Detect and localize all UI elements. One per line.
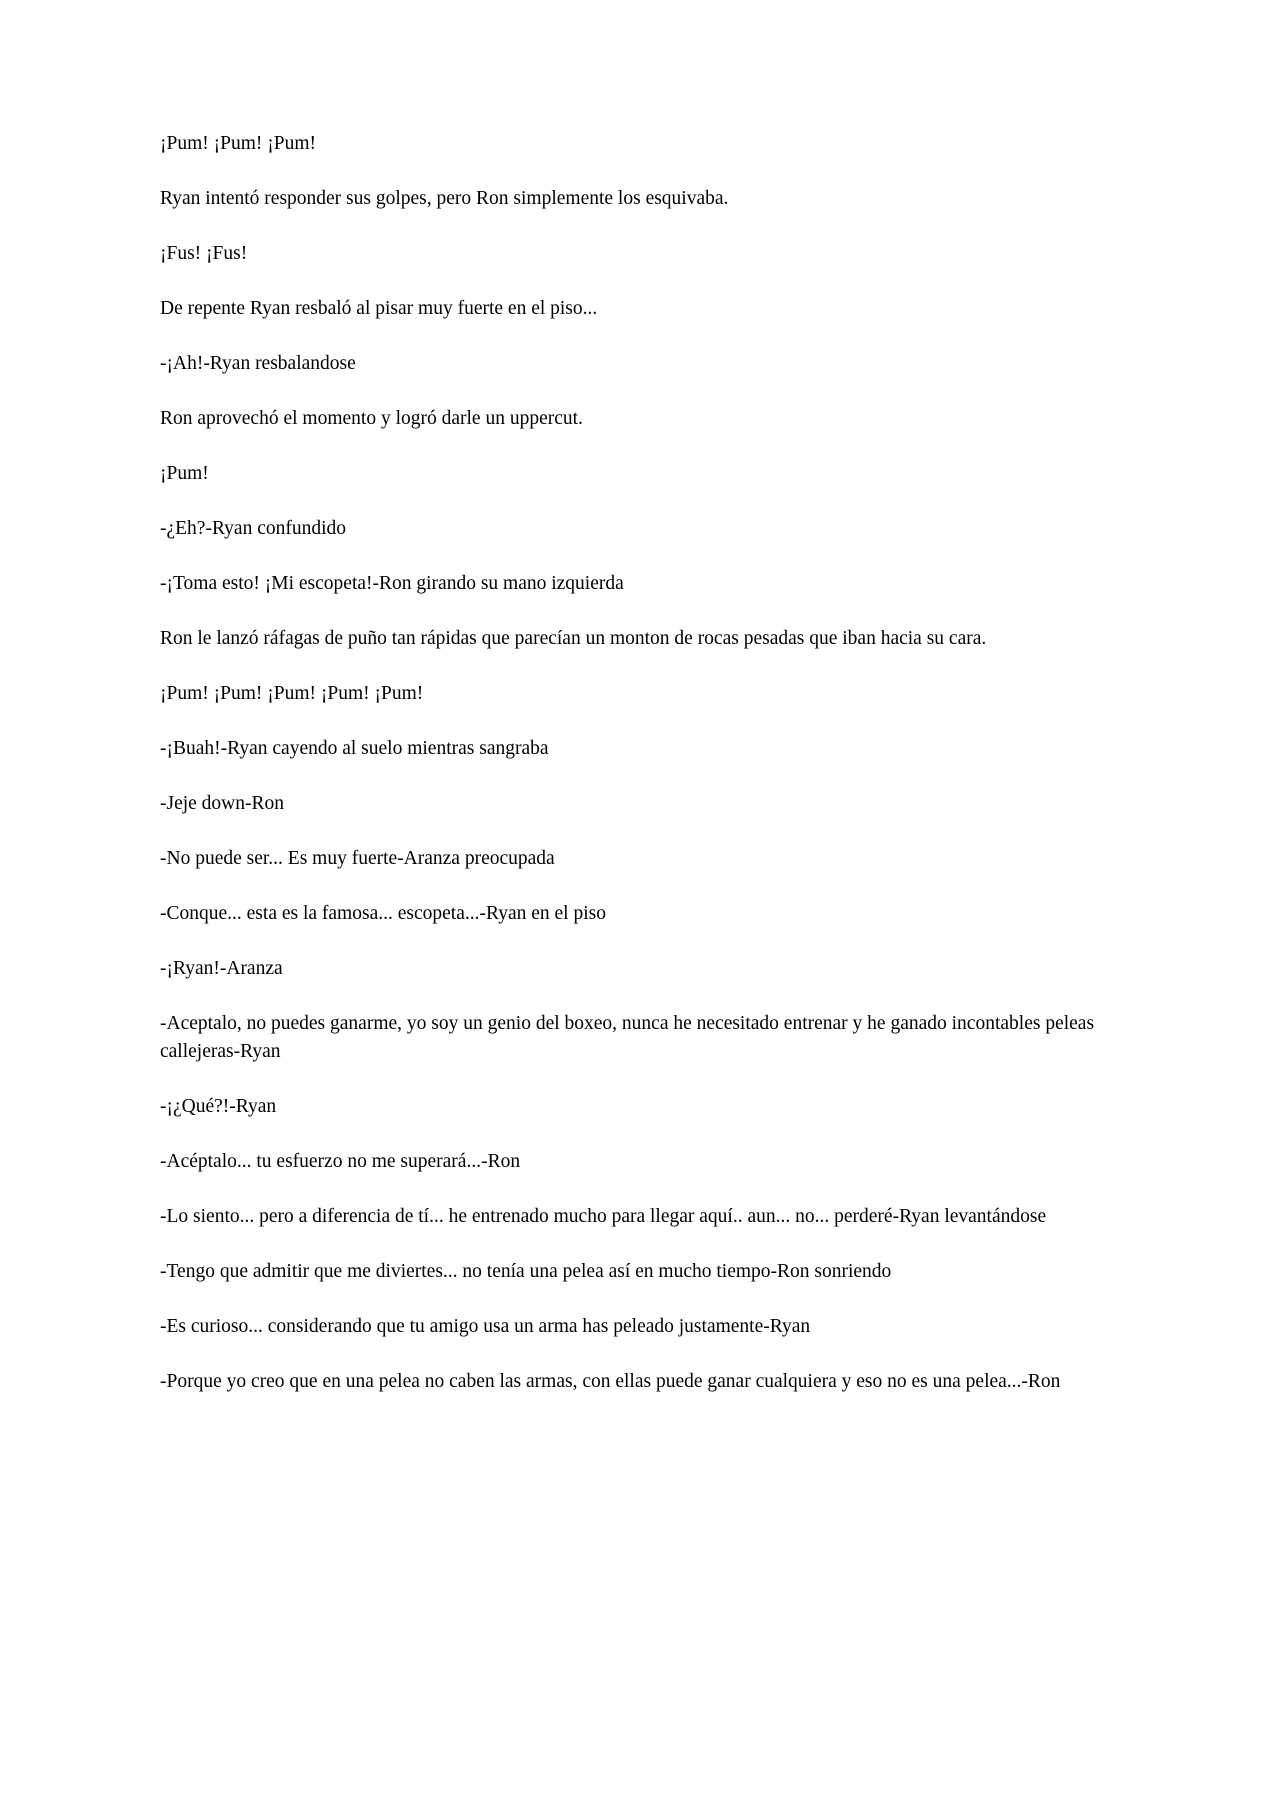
paragraph: -Conque... esta es la famosa... escopeta...-Ryan en el piso xyxy=(160,903,606,924)
paragraph: -¡Buah!-Ryan cayendo al suelo mientras sangraba xyxy=(160,738,549,759)
paragraph: -¿Eh?-Ryan confundido xyxy=(160,518,347,539)
paragraph: -Jeje down-Ron xyxy=(160,793,285,814)
paragraph: Ron aprovechó el momento y logró darle un uppercut. xyxy=(160,408,583,429)
paragraph: -¡¿Qué?!-Ryan xyxy=(160,1096,277,1117)
paragraph: -Lo siento... pero a diferencia de tí... he entrenado mucho para llegar aquí.. aun... no... perderé-Ryan levantándose xyxy=(160,1206,1047,1227)
paragraph: -No puede ser... Es muy fuerte-Aranza preocupada xyxy=(160,848,555,869)
paragraph: Ryan intentó responder sus golpes, pero Ron simplemente los esquivaba. xyxy=(160,188,729,209)
paragraph: ¡Fus! ¡Fus! xyxy=(160,243,248,264)
paragraph: ¡Pum! xyxy=(160,463,209,484)
paragraph: -¡Ah!-Ryan resbalandose xyxy=(160,353,356,374)
paragraph: -Acéptalo... tu esfuerzo no me superará...-Ron xyxy=(160,1151,521,1172)
paragraph: -¡Ryan!-Aranza xyxy=(160,958,283,979)
paragraph: -Porque yo creo que en una pelea no caben las armas, con ellas puede ganar cualquiera y eso no es una pelea...-Ron xyxy=(160,1371,1061,1392)
paragraph: -Tengo que admitir que me diviertes... no tenía una pelea así en mucho tiempo-Ron sonriendo xyxy=(160,1261,892,1282)
paragraph: Ron le lanzó ráfagas de puño tan rápidas que parecían un monton de rocas pesadas que iban hacia su cara. xyxy=(160,628,987,649)
paragraph-container xyxy=(160,130,1125,1423)
paragraph: ¡Pum! ¡Pum! ¡Pum! ¡Pum! ¡Pum! xyxy=(160,683,424,704)
paragraph: -Aceptalo, no puedes ganarme, yo soy un genio del boxeo, nunca he necesitado entrenar y he ganado incontables peleas callejeras-Ryan xyxy=(160,1013,1099,1062)
paragraph: -Es curioso... considerando que tu amigo usa un arma has peleado justamente-Ryan xyxy=(160,1316,811,1337)
paragraph: De repente Ryan resbaló al pisar muy fuerte en el piso... xyxy=(160,298,598,319)
paragraph: -¡Toma esto! ¡Mi escopeta!-Ron girando su mano izquierda xyxy=(160,573,624,594)
paragraph: ¡Pum! ¡Pum! ¡Pum! xyxy=(160,133,316,154)
